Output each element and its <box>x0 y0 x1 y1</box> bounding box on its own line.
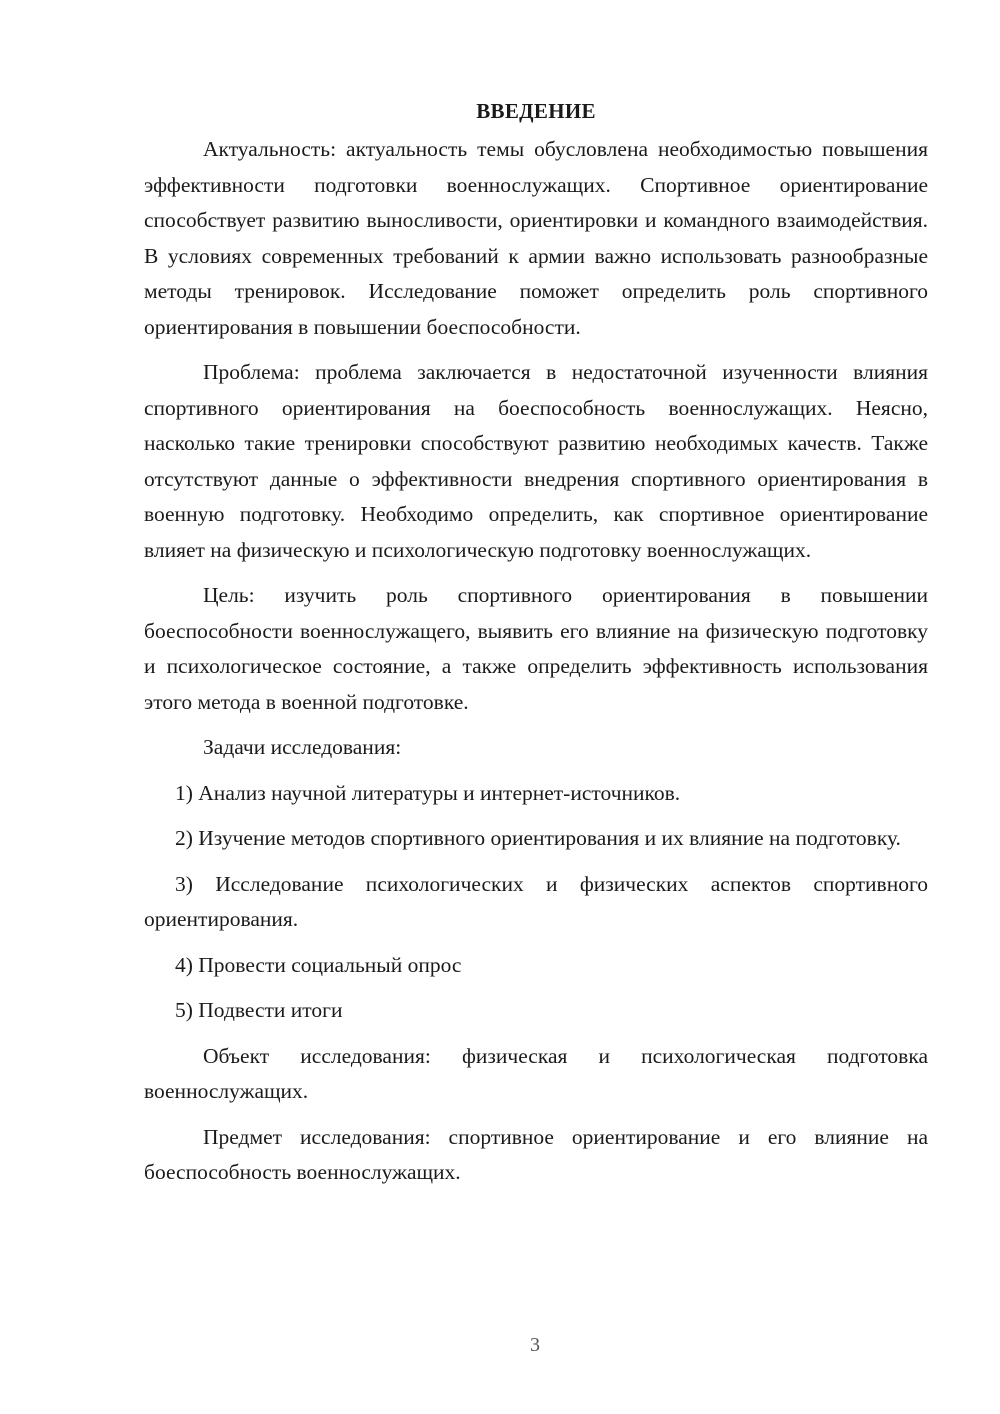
subject-paragraph: Предмет исследования: спортивное ориентирование и его влияние на боеспособность военнослужащих. <box>144 1124 928 1184</box>
page-title: ВВЕДЕНИЕ <box>476 99 596 123</box>
document-page <box>144 96 928 1201</box>
object-paragraph: Объект исследования: физическая и психологическая подготовка военнослужащих. <box>144 1043 928 1103</box>
tasks-list <box>144 776 928 1029</box>
list-item: 1) Анализ научной литературы и интернет-источников. <box>175 780 681 805</box>
list-item: 5) Подвести итоги <box>175 998 343 1022</box>
list-item: 3) Исследование психологических и физических аспектов спортивного ориентирования. <box>144 871 928 931</box>
page-number: 3 <box>530 1334 540 1356</box>
tasks-intro: Задачи исследования: <box>203 735 402 759</box>
problem-paragraph: Проблема: проблема заключается в недостаточной изученности влияния спортивного ориентирования на боеспособность военнослужащих. Неясно, насколько такие тренировки способствуют развитию необходимых качеств. Также отсутствуют данные о эффективности внедрения спортивного ориентирования в военную подготовку. Необходимо определить, как спортивное ориентирование влияет на физическую и психологическую подготовку военнослужащих. <box>144 360 928 562</box>
goal-paragraph: Цель: изучить роль спортивного ориентирования в повышении боеспособности военнослужащего, выявить его влияние на физическую подготовку и психологическое состояние, а также определить эффективность использования этого метода в военной подготовке. <box>144 583 928 714</box>
list-item: 2) Изучение методов спортивного ориентирования и их влияние на подготовку. <box>175 826 901 850</box>
relevance-paragraph: Актуальность: актуальность темы обусловлена необходимостью повышения эффективности подготовки военнослужащих. Спортивное ориентирование способствует развитию выносливости, ориентировки и командного взаимодействия. В условиях современных требований к армии важно использовать разнообразные методы тренировок. Исследование поможет определить роль спортивного ориентирования в повышении боеспособности. <box>144 137 928 339</box>
list-item: 4) Провести социальный опрос <box>175 952 462 977</box>
